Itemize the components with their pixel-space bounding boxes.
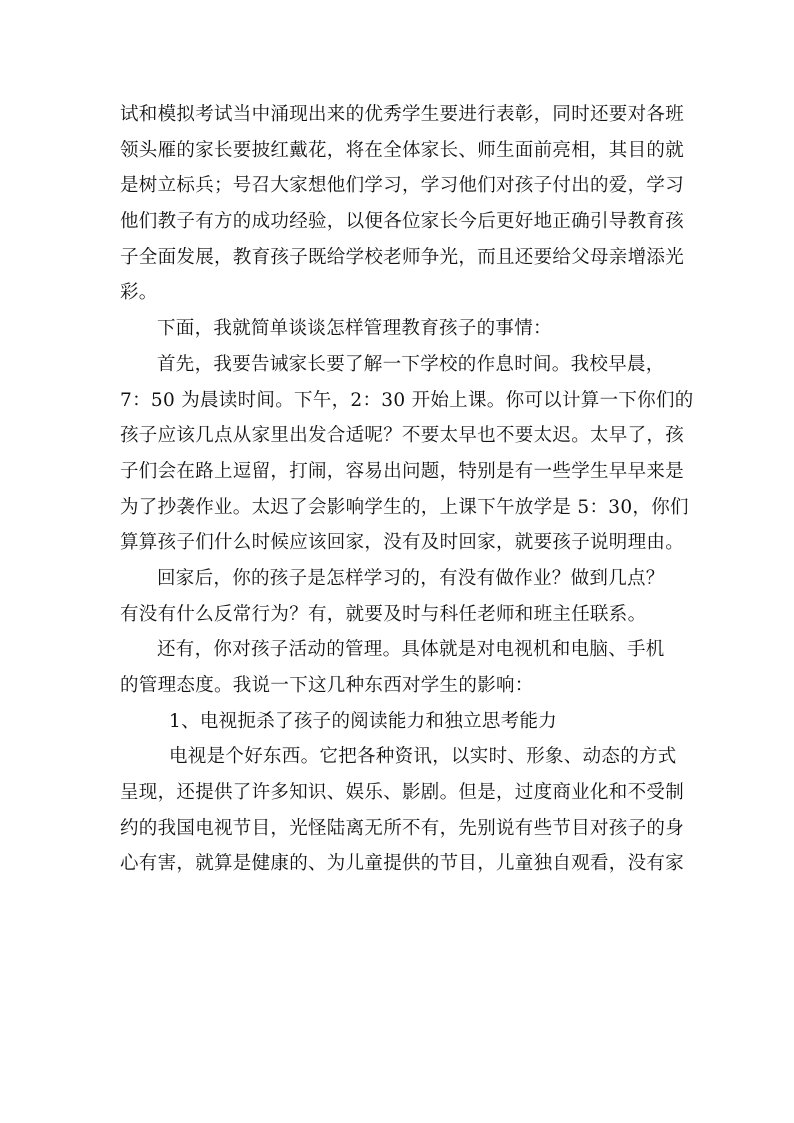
text-line: 子全面发展，教育孩子既给学校老师争光，而且还要给父母亲增添光 — [120, 246, 685, 268]
text-line: 他们教子有方的成功经验，以便各位家长今后更好地正确引导教育孩 — [120, 211, 685, 233]
text-line: 领头雁的家长要披红戴花，将在全体家长、师生面前亮相，其目的就 — [120, 139, 685, 161]
paragraph-first-line: 电视是个好东西。它把各种资讯，以实时、形象、动态的方式 — [169, 746, 677, 768]
text-line: 的管理态度。我说一下这几种东西对学生的影响： — [120, 675, 534, 696]
text-line: 子们会在路上逗留，打闹，容易出问题，特别是有一些学生早早来是 — [120, 460, 685, 482]
paragraph-first-line: 下面，我就简单谈谈怎样管理教育孩子的事情： — [157, 318, 552, 340]
text-line: 彩。 — [120, 282, 158, 304]
paragraph-first-line: 还有，你对孩子活动的管理。具体就是对电视机和电脑、手机 — [157, 639, 665, 661]
text-line: 是树立标兵；号召大家想他们学习，学习他们对孩子付出的爱，学习 — [120, 175, 685, 197]
document-body — [120, 97, 694, 882]
paragraph-first-line: 回家后，你的孩子是怎样学习的，有没有做作业？做到几点？ — [157, 567, 665, 589]
text-line: 约的我国电视节目，光怪陆离无所不有，先别说有些节目对孩子的身 — [120, 817, 685, 839]
text-line: 有没有什么反常行为？有，就要及时与科任老师和班主任联系。 — [120, 603, 647, 625]
text-line: 算算孩子们什么时候应该回家，没有及时回家，就要孩子说明理由。 — [120, 532, 685, 554]
text-line: 呈现，还提供了许多知识、娱乐、影剧。但是，过度商业化和不受制 — [120, 782, 685, 804]
text-line: 为了抄袭作业。太迟了会影响学生的，上课下午放学是 5：30，你们 — [120, 496, 689, 518]
text-line: 孩子应该几点从家里出发合适呢？不要太早也不要太迟。太早了，孩 — [120, 425, 685, 447]
paragraph-first-line: 首先，我要告诫家长要了解一下学校的作息时间。我校早晨， — [157, 353, 665, 375]
text-line: 试和模拟考试当中涌现出来的优秀学生要进行表彰，同时还要对各班 — [120, 104, 685, 125]
text-line: 心有害，就算是健康的、为儿童提供的节目，儿童独自观看，没有家 — [120, 853, 685, 875]
text-line: 7：50 为晨读时间。下午，2：30 开始上课。你可以计算一下你们的 — [120, 389, 694, 411]
section-heading: 1、电视扼杀了孩子的阅读能力和独立思考能力 — [169, 710, 558, 732]
